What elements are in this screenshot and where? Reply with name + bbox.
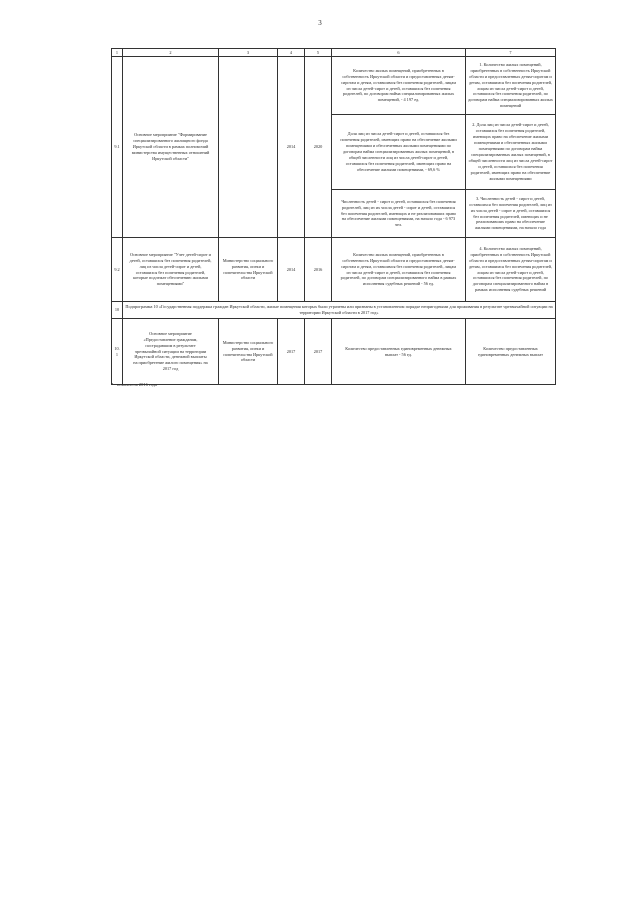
indicator-cell: Количество жилых помещений, приобретенных в собственность Иркутской области и предоставленных детям-сиротам и детям, оставшимся без попечения родителей, лицам из числа детей-сирот и детей, оставшихся без попечения родителей, по договорам специализированного найма в рамках исполнения судебных решений - 56 ед.	[332, 238, 466, 302]
section-title: Подпрограмма 10 «Государственная поддержка граждан Иркутской области, жилые помещения которых были утрачены или признаны в установленном порядке непригодными для проживания в результате чрезвычайной ситуации на территории Иркутской области в 2017 год»	[123, 302, 556, 319]
indicator-cell: Доля лиц из числа детей-сирот и детей, оставшихся без попечения родителей, имеющих право на обеспечение жилыми помещениями и обеспеченных жилыми помещениями по договорам найма специализированных жилых помещений, в общей численности лиц из числа детей-сирот и детей, оставшихся без попечения родителей, имеющих право на обеспечение жилыми помещениями, - 69,6 %	[332, 115, 466, 190]
header-cell: 2	[123, 49, 219, 57]
section-number: 10	[112, 302, 123, 319]
event-name: Основное мероприятие "Формирование специализированного жилищного фонда Иркутской области в рамках полномочий министерства имущественных отношений Иркутской области"	[123, 57, 219, 238]
result-cell: 3. Численность детей - сирот и детей, оставшихся без попечения родителей, лиц из их числа детей - сирот и детей, оставшихся без попечения родителей, имеющих и не реализовавших право на обеспечение жилыми помещениями, на начало года	[466, 190, 556, 238]
start-year: 2014	[278, 238, 305, 302]
result-cell: 1. Количество жилых помещений, приобретенных в собственность Иркутской области и предоставленных детям-сиротам и детям, оставшимся без попечения родителей, лицам из числа детей-сирот и детей, оставшихся без попечения родителей, по договорам найма специализированных жилых помещений	[466, 57, 556, 115]
program-table	[111, 48, 556, 385]
end-year: 2017	[305, 319, 332, 385]
executor: Министерство социального развития, опеки и попечительства Иркутской области	[219, 238, 278, 302]
end-year: 2016	[305, 238, 332, 302]
table-row	[112, 319, 556, 385]
table-row	[112, 57, 556, 115]
end-year: 2020	[305, 57, 332, 238]
header-cell: 4	[278, 49, 305, 57]
table-row	[112, 238, 556, 302]
header-cell: 7	[466, 49, 556, 57]
indicator-cell: Количество жилых помещений, приобретенных в собственность Иркутской области и предоставленных детям-сиротам и детям, оставшимся без попечения родителей, лицам из числа детей-сирот и детей, оставшихся без попечения родителей, по договорам найма специализированных жилых помещений, - 4 197 ед.	[332, 57, 466, 115]
header-cell: 3	[219, 49, 278, 57]
header-cell: 6	[332, 49, 466, 57]
header-cell: 5	[305, 49, 332, 57]
footnote: * - показатель 2016 года	[111, 382, 158, 387]
result-cell: 2. Доля лиц из числа детей-сирот и детей, оставшихся без попечения родителей, имеющих право на обеспечение жилыми помещениями и обеспеченных жилыми помещениями по договорам найма специализированных жилых помещений, в общей численности лиц из числа детей-сирот и детей, оставшихся без попечения родителей, имеющих право на обеспечение жилыми помещениями	[466, 115, 556, 190]
executor	[219, 57, 278, 238]
row-number: 10.1	[112, 319, 123, 385]
result-cell: Количество предоставленных единовременных денежных выплат	[466, 319, 556, 385]
row-number: 9.2	[112, 238, 123, 302]
event-name: Основное мероприятие "Учет детей-сирот и детей, оставшихся без попечения родителей, лиц из числа детей-сирот и детей, оставшихся без попечения родителей, которые подлежат обеспечению жилыми помещениями"	[123, 238, 219, 302]
executor: Министерство социального развития, опеки и попечительства Иркутской области	[219, 319, 278, 385]
indicator-cell: Количество предоставленных единовременных денежных выплат - 56 ед.	[332, 319, 466, 385]
section-row	[112, 302, 556, 319]
header-row	[112, 49, 556, 57]
indicator-cell: Численность детей - сирот и детей, оставшихся без попечения родителей, лиц из их числа детей - сирот и детей, оставшихся без попечения родителей, имеющих и не реализовавших право на обеспечение жилыми помещениями, на начало года - 6 973 чел.	[332, 190, 466, 238]
row-number: 9.1	[112, 57, 123, 238]
header-cell: 1	[112, 49, 123, 57]
start-year: 2017	[278, 319, 305, 385]
result-cell: 4. Количество жилых помещений, приобретенных в собственность Иркутской области и предоставленных детям-сиротам и детям, оставшимся без попечения родителей, лицам из числа детей-сирот и детей, оставшихся без попечения родителей, по договорам специализированного найма в рамках исполнения судебных решений	[466, 238, 556, 302]
event-name: Основное мероприятие «Предоставление гражданам, пострадавшим в результате чрезвычайной ситуации на территории Иркутской области, денежной выплаты на приобретение жилого помещения» на 2017 год	[123, 319, 219, 385]
page-number: 3	[318, 19, 322, 27]
start-year: 2014	[278, 57, 305, 238]
